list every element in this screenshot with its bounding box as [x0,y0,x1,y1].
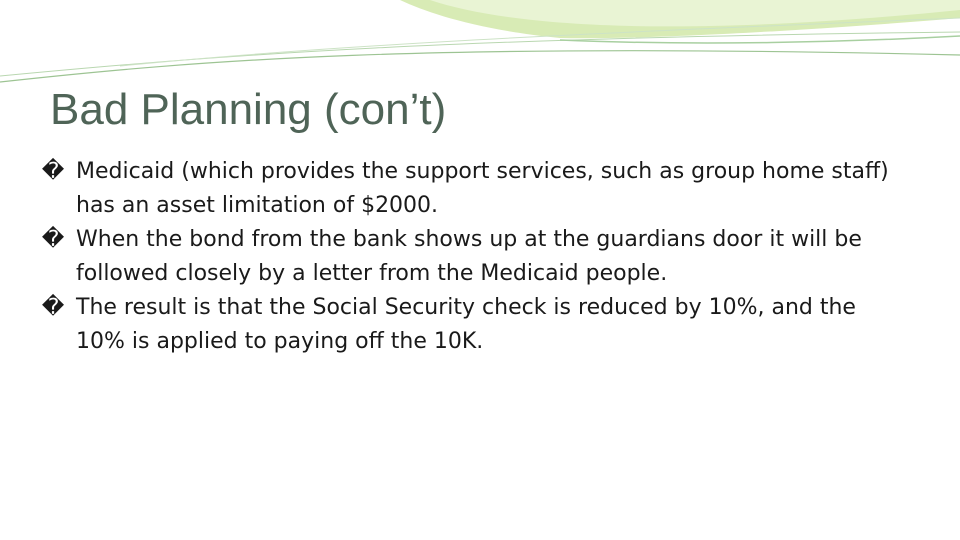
bullet-text: Medicaid (which provides the support services, such as group home staff) has an asset limitation of $2000. [76,159,889,218]
bullet-item [30,291,910,359]
bullet-text: When the bond from the bank shows up at the guardians door it will be followed closely by a letter from the Medicaid people. [76,227,862,286]
bullet-marker-icon: � [41,227,65,252]
bullet-item [30,155,910,223]
bullet-text: The result is that the Social Security check is reduced by 10%, and the 10% is applied to paying off the 10K. [76,295,856,354]
bullet-item [30,223,910,291]
swoosh-line-1 [0,51,960,82]
bullet-list [30,155,910,359]
bullet-marker-icon: � [41,159,65,184]
swoosh-line-2 [0,32,960,76]
bullet-marker-icon: � [41,295,65,320]
header-swoosh-decoration [0,0,960,95]
slide-title: Bad Planning (con’t) [50,85,447,134]
